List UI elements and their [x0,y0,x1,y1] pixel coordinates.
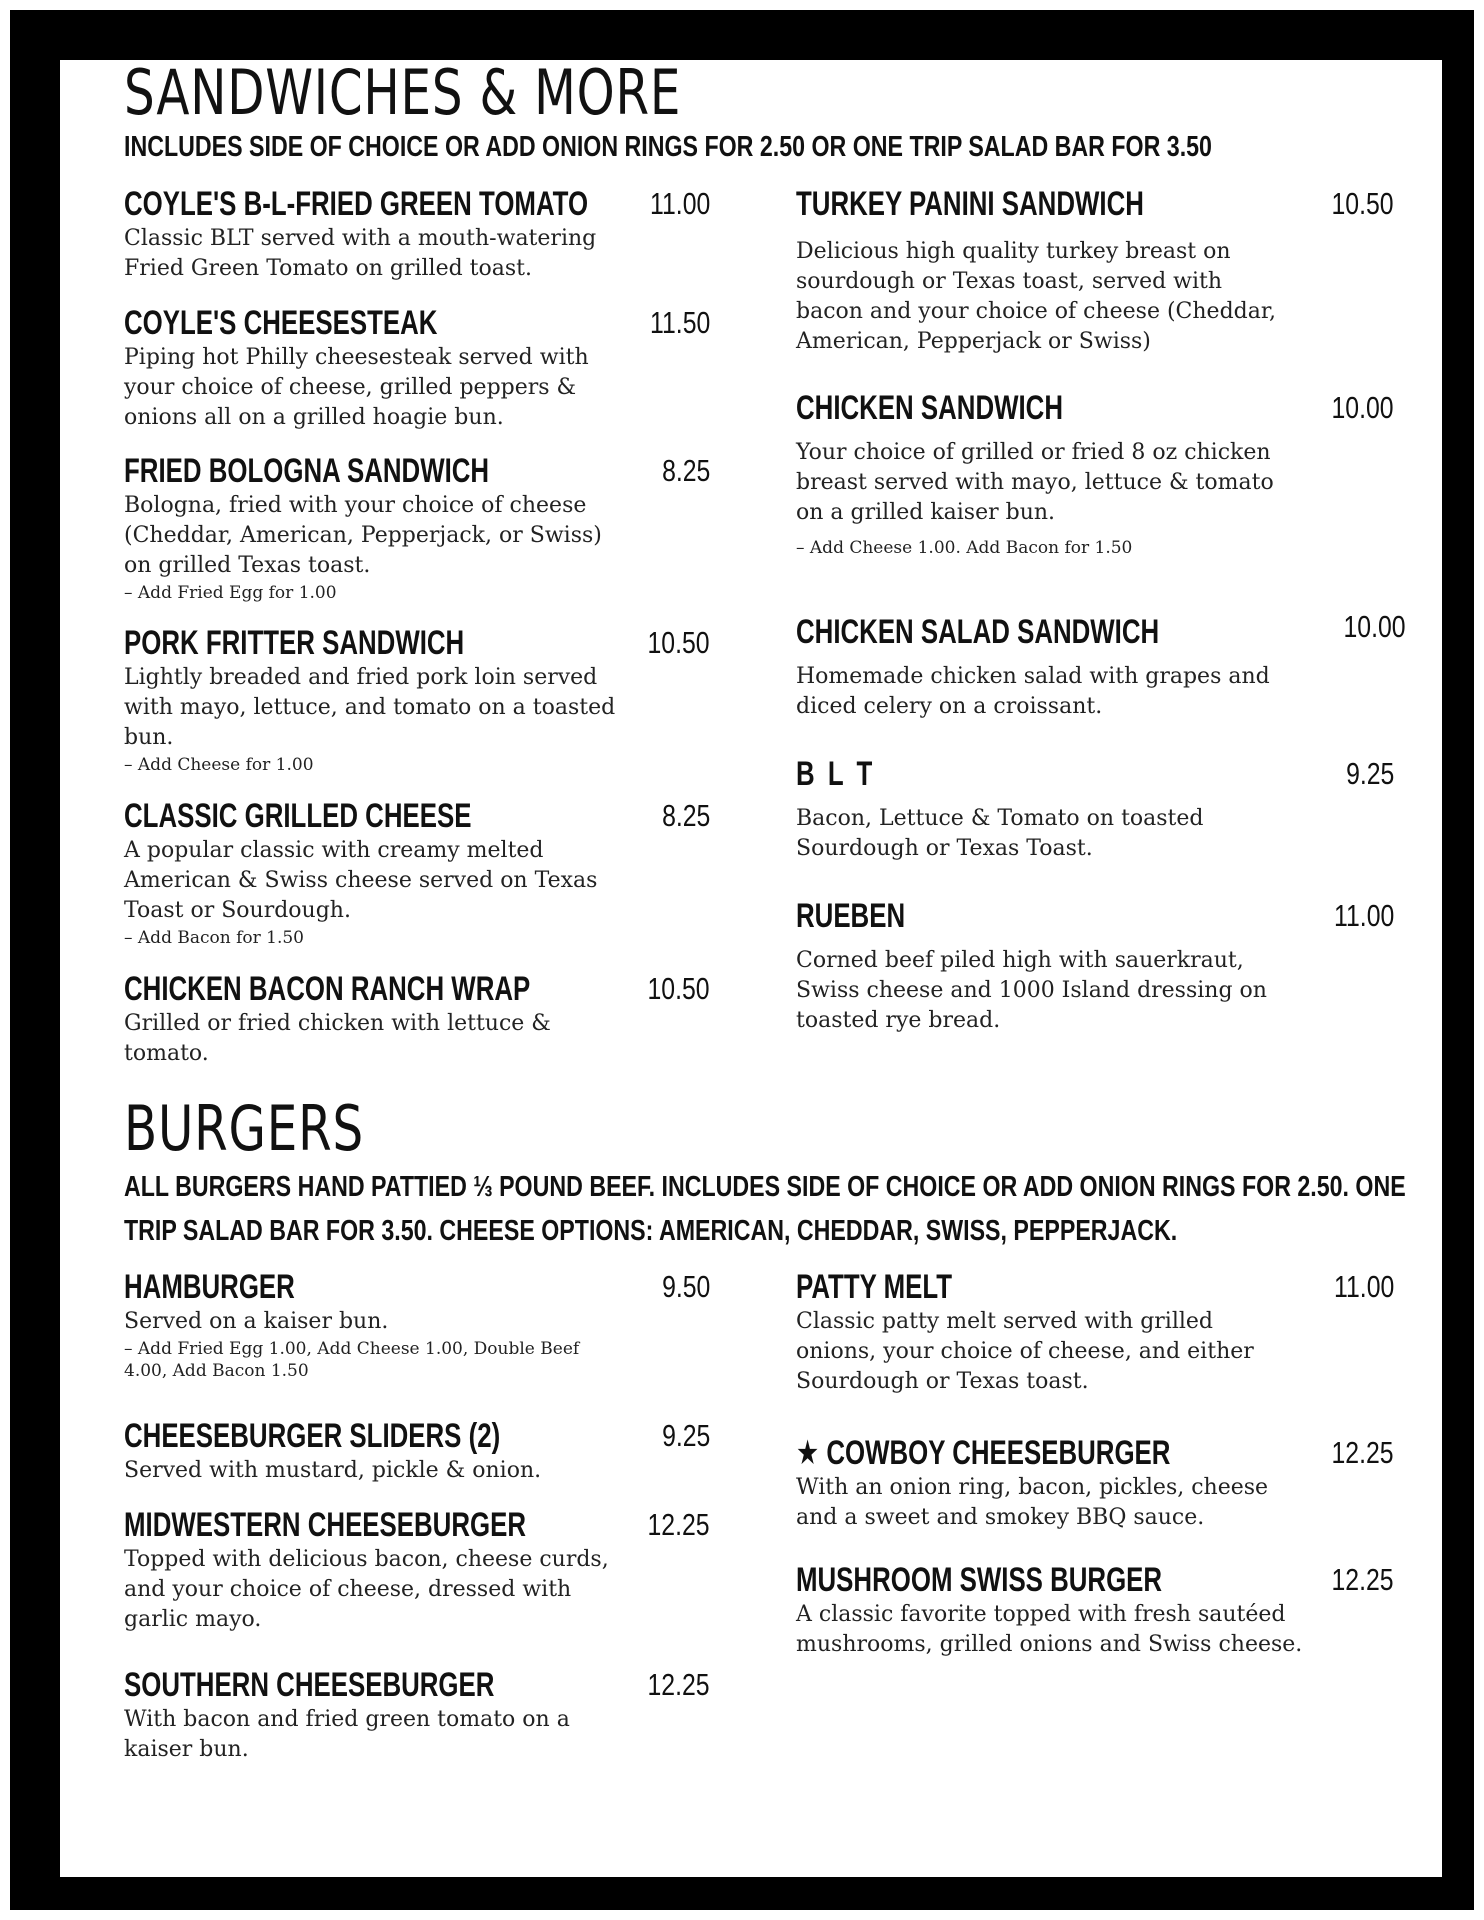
menu-border [10,10,1474,1910]
item-name: HAMBURGER [124,1268,295,1306]
item-addon-note: – Add Bacon for 1.50 [124,928,304,948]
item-name: PATTY MELT [796,1268,952,1306]
item-description: Piping hot Philly cheesesteak served with your choice of cheese, grilled peppers & onions all on a grilled hoagie bun. [124,345,589,430]
item-name: CLASSIC GRILLED CHEESE [124,797,472,835]
menu-item-cheesesteak [124,303,710,433]
menu-item-southern-cheeseburger [124,1665,710,1775]
item-name: FRIED BOLOGNA SANDWICH [124,452,490,490]
burgers-title: BURGERS [124,1092,364,1165]
item-description: A classic favorite topped with fresh sautéed mushrooms, grilled onions and Swiss cheese. [796,1602,1303,1657]
menu-item-cheeseburger-sliders [124,1416,710,1496]
menu-item-rueben [796,896,1394,1036]
item-price: 10.00 [1331,390,1394,425]
item-price: 10.50 [1331,186,1394,221]
item-price: 11.00 [1333,1269,1394,1304]
item-description: Lightly breaded and fried pork loin served with mayo, lettuce, and tomato on a toasted bun. [124,665,616,750]
item-description: Your choice of grilled or fried 8 oz chicken breast served with mayo, lettuce & tomato on a grilled kaiser bun. [796,440,1274,525]
menu-item-pork-fritter [124,623,710,783]
menu-item-patty-melt [796,1267,1394,1397]
item-description: A popular classic with creamy melted American & Swiss cheese served on Texas Toast or Sourdough. [124,838,598,923]
item-name: CHICKEN BACON RANCH WRAP [124,970,531,1008]
menu-item-grilled-cheese [124,796,710,956]
item-price: 12.25 [647,1667,710,1702]
menu-item-chicken-bacon-ranch-wrap [124,969,710,1079]
item-description: Classic patty melt served with grilled onions, your choice of cheese, and either Sourdough or Texas toast. [796,1309,1254,1394]
item-price: 9.25 [661,1418,710,1453]
item-description: Bacon, Lettuce & Tomato on toasted Sourdough or Texas Toast. [796,806,1204,861]
item-addon-note: – Add Cheese for 1.00 [124,755,314,775]
burgers-subtitle-line2: TRIP SALAD BAR FOR 3.50. CHEESE OPTIONS: AMERICAN, CHEDDAR, SWISS, PEPPERJACK. [124,1215,1178,1247]
menu-item-fried-bologna [124,451,710,611]
burgers-subtitle-line1: ALL BURGERS HAND PATTIED ⅓ POUND BEEF. INCLUDES SIDE OF CHOICE OR ADD ONION RINGS FOR 2.50. ONE [124,1171,1406,1203]
item-name: CHICKEN SANDWICH [796,389,1064,427]
item-name: COYLE'S B-L-FRIED GREEN TOMATO [124,185,589,223]
item-price: 9.25 [1345,756,1394,791]
menu-item-chicken-sandwich [796,388,1394,578]
item-price: 10.00 [1343,609,1406,644]
item-description: Topped with delicious bacon, cheese curds, and your choice of cheese, dressed with garlic mayo. [124,1547,609,1632]
item-name: SOUTHERN CHEESEBURGER [124,1666,495,1704]
item-name: MUSHROOM SWISS BURGER [796,1561,1163,1599]
item-addon-note: – Add Fried Egg for 1.00 [124,583,337,603]
item-description: Bologna, fried with your choice of cheese (Cheddar, American, Pepperjack, or Swiss) on grilled Texas toast. [124,493,602,578]
menu-item-cowboy-cheeseburger [796,1433,1394,1543]
item-description: Homemade chicken salad with grapes and diced celery on a croissant. [796,664,1270,719]
item-price: 10.50 [647,625,710,660]
menu-item-midwestern-cheeseburger [124,1505,710,1635]
item-name: PORK FRITTER SANDWICH [124,624,465,662]
item-price: 12.25 [647,1507,710,1542]
item-name: TURKEY PANINI SANDWICH [796,185,1144,223]
item-description: Grilled or fried chicken with lettuce & tomato. [124,1011,551,1066]
star-icon: ★ [796,1434,827,1472]
menu-item-chicken-salad-sandwich [796,609,1406,722]
item-price: 11.50 [649,305,710,340]
item-description: Served on a kaiser bun. [124,1309,389,1334]
item-price: 12.25 [1331,1435,1394,1470]
item-description: With an onion ring, bacon, pickles, cheese and a sweet and smokey BBQ sauce. [796,1475,1269,1530]
item-name: CHICKEN SALAD SANDWICH [796,613,1160,651]
item-description: With bacon and fried green tomato on a kaiser bun. [124,1707,570,1762]
item-name: B L T [796,755,876,793]
item-addon-note: – Add Fried Egg 1.00, Add Cheese 1.00, Double Beef 4.00, Add Bacon 1.50 [124,1339,580,1381]
sandwiches-subtitle: INCLUDES SIDE OF CHOICE OR ADD ONION RINGS FOR 2.50 OR ONE TRIP SALAD BAR FOR 3.50 [124,131,1212,163]
item-price: 10.50 [647,971,710,1006]
item-price: 8.25 [661,798,710,833]
item-addon-note: – Add Cheese 1.00. Add Bacon for 1.50 [796,538,1133,558]
item-description: Delicious high quality turkey breast on sourdough or Texas toast, served with bacon and your choice of cheese (Cheddar, American, Pepperjack or Swiss) [796,239,1276,354]
item-price: 11.00 [1333,898,1394,933]
item-name: CHEESEBURGER SLIDERS (2) [124,1417,501,1455]
item-name-text: COWBOY CHEESEBURGER [826,1434,1171,1472]
item-description: Classic BLT served with a mouth-watering Fried Green Tomato on grilled toast. [124,226,597,281]
item-description: Served with mustard, pickle & onion. [124,1458,542,1483]
item-price: 9.50 [661,1269,710,1304]
item-name: RUEBEN [796,897,906,935]
item-price: 8.25 [661,453,710,488]
menu-item-turkey-panini [796,184,1394,354]
menu-item-mushroom-swiss-burger [796,1560,1394,1700]
item-name [796,1433,1170,1473]
menu-item-hamburger [124,1267,710,1397]
item-price: 12.25 [1331,1562,1394,1597]
menu-item-blt [796,754,1394,864]
sandwiches-title: SANDWICHES & MORE [124,56,682,129]
item-name: MIDWESTERN CHEESEBURGER [124,1506,526,1544]
menu-page [60,56,1442,1877]
item-name: COYLE'S CHEESESTEAK [124,304,438,342]
item-description: Corned beef piled high with sauerkraut, Swiss cheese and 1000 Island dressing on toasted rye bread. [796,948,1267,1033]
menu-item-blft [124,184,710,284]
item-price: 11.00 [649,186,710,221]
